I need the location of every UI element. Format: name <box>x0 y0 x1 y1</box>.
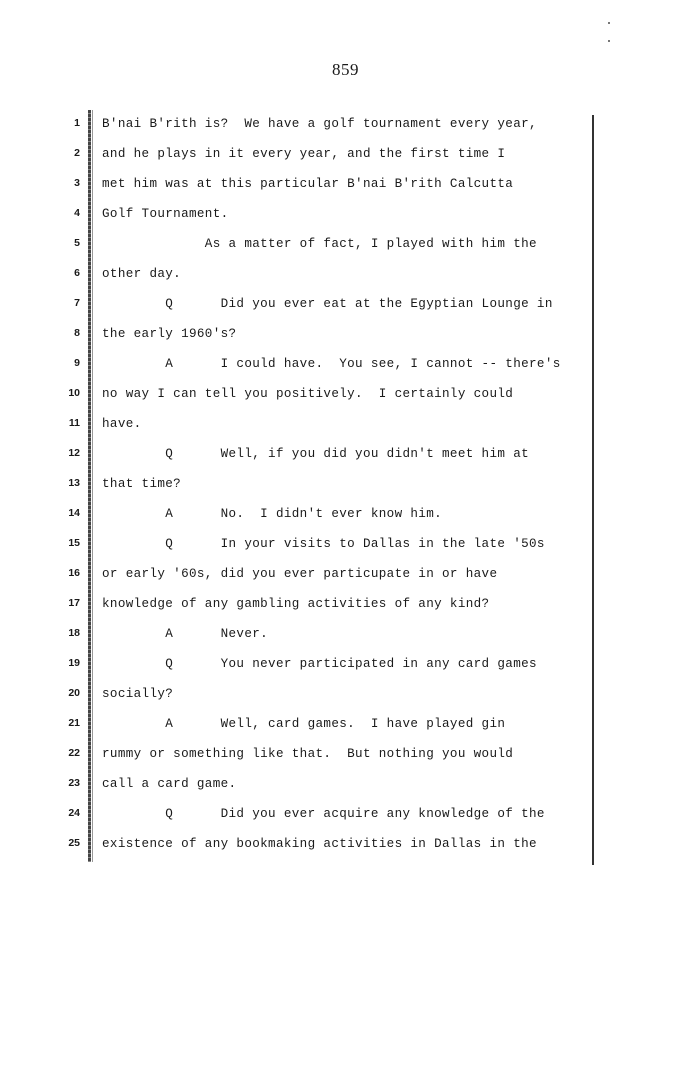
line-number: 13 <box>68 477 80 489</box>
scan-mark <box>608 40 610 42</box>
right-margin-rule <box>592 115 594 865</box>
transcript-line: no way I can tell you positively. I certainly could <box>102 387 514 401</box>
transcript-line: socially? <box>102 687 174 701</box>
transcript-line: Q Did you ever acquire any knowledge of the <box>102 807 545 821</box>
transcript-line: Q In your visits to Dallas in the late '50s <box>102 537 545 551</box>
transcript-line: A No. I didn't ever know him. <box>102 507 443 521</box>
line-number: 21 <box>68 717 80 729</box>
left-margin-rule-inner <box>92 110 93 862</box>
transcript-line: A Never. <box>102 627 269 641</box>
line-number: 20 <box>68 687 80 699</box>
line-number: 18 <box>68 627 80 639</box>
line-number: 17 <box>68 597 80 609</box>
page-number: 859 <box>332 60 359 79</box>
left-margin-rule <box>88 110 91 862</box>
line-number: 23 <box>68 777 80 789</box>
line-number: 22 <box>68 747 80 759</box>
line-number: 9 <box>74 357 80 369</box>
line-number: 1 <box>74 117 80 129</box>
line-number: 25 <box>68 837 80 849</box>
line-number: 5 <box>74 237 80 249</box>
line-number: 12 <box>68 447 80 459</box>
transcript-line: other day. <box>102 267 182 281</box>
line-number: 10 <box>68 387 80 399</box>
line-number: 15 <box>68 537 80 549</box>
line-number: 3 <box>74 177 80 189</box>
transcript-line: A Well, card games. I have played gin <box>102 717 506 731</box>
transcript-line: the early 1960's? <box>102 327 237 341</box>
line-number: 8 <box>74 327 80 339</box>
transcript-line: met him was at this particular B'nai B'rith Calcutta <box>102 177 514 191</box>
transcript-line: rummy or something like that. But nothing you would <box>102 747 514 761</box>
transcript-line: or early '60s, did you ever particupate in or have <box>102 567 498 581</box>
scan-mark <box>608 22 610 24</box>
transcript-line: existence of any bookmaking activities in Dallas in the <box>102 837 537 851</box>
transcript-line: and he plays in it every year, and the first time I <box>102 147 506 161</box>
line-number: 2 <box>74 147 80 159</box>
line-number: 7 <box>74 297 80 309</box>
line-number: 11 <box>68 417 80 429</box>
transcript-line: Q Did you ever eat at the Egyptian Lounge in <box>102 297 553 311</box>
transcript-line: call a card game. <box>102 777 237 791</box>
transcript-line: that time? <box>102 477 182 491</box>
transcript-line: As a matter of fact, I played with him the <box>102 237 537 251</box>
transcript-line: Golf Tournament. <box>102 207 229 221</box>
line-number: 14 <box>68 507 80 519</box>
transcript-line: Q Well, if you did you didn't meet him at <box>102 447 530 461</box>
line-number: 4 <box>74 207 80 219</box>
transcript-line: Q You never participated in any card games <box>102 657 537 671</box>
transcript-line: knowledge of any gambling activities of any kind? <box>102 597 490 611</box>
transcript-line: A I could have. You see, I cannot -- there's <box>102 357 561 371</box>
transcript-line: have. <box>102 417 142 431</box>
transcript-line: B'nai B'rith is? We have a golf tournament every year, <box>102 117 537 131</box>
line-number: 24 <box>68 807 80 819</box>
line-number: 19 <box>68 657 80 669</box>
line-number: 16 <box>68 567 80 579</box>
line-number: 6 <box>74 267 80 279</box>
